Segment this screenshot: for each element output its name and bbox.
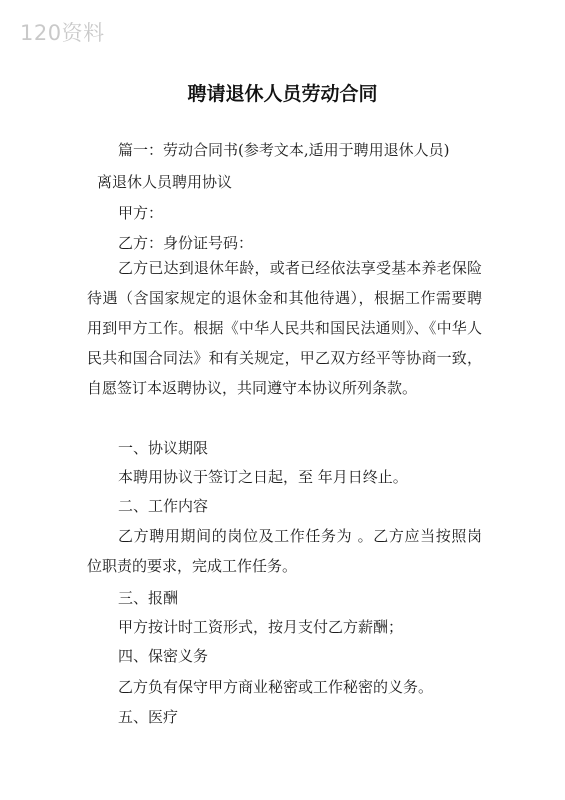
watermark-logo-text: 120资料 bbox=[20, 21, 105, 45]
section2-paragraph: 乙方聘用期间的岗位及工作任务为 。乙方应当按照岗位职责的要求，完成工作任务。 bbox=[87, 527, 482, 575]
intro-paragraph: 乙方已达到退休年龄，或者已经依法享受基本养老保险待遇（含国家规定的退休金和其他待遇），根据工作需要聘用到甲方工作。根据《中华人民共和国民法通则》、《中华人民共和国合同法》和有关规定，甲乙双方经平等协商一致，自愿签订本返聘协议，共同遵守本协议所列条款。 bbox=[87, 259, 482, 397]
section4-text: 乙方负有保守甲方商业秘密或工作秘密的义务。 bbox=[118, 678, 434, 696]
section1-text: 本聘用协议于签订之日起，至 年月日终止。 bbox=[118, 468, 408, 486]
section3-heading: 三、报酬 bbox=[118, 589, 179, 607]
section2-heading: 二、工作内容 bbox=[118, 497, 209, 515]
party-b-line: 乙方：身份证号码： bbox=[118, 234, 254, 252]
document-title: 聘请退休人员劳动合同 bbox=[187, 83, 378, 105]
section5-heading: 五、医疗 bbox=[118, 708, 179, 726]
section3-text: 甲方按计时工资形式，按月支付乙方薪酬； bbox=[118, 618, 404, 636]
agreement-name-line: 离退休人员聘用协议 bbox=[97, 173, 233, 191]
party-a-line: 甲方： bbox=[118, 204, 164, 222]
piece-one-line: 篇一：劳动合同书(参考文本,适用于聘用退休人员) bbox=[118, 141, 450, 159]
section4-heading: 四、保密义务 bbox=[118, 647, 209, 665]
section1-heading: 一、协议期限 bbox=[118, 439, 209, 457]
